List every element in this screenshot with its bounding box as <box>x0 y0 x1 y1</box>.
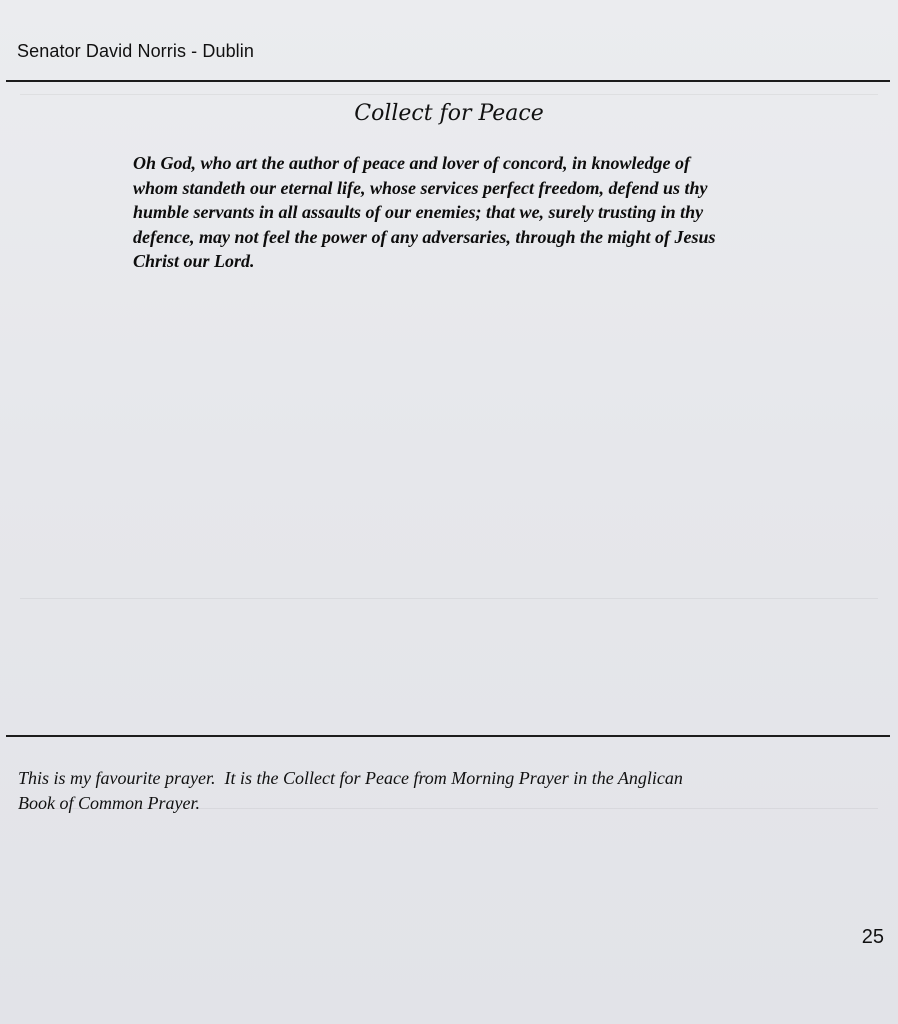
section-divider <box>6 735 890 737</box>
commentary-line: Book of Common Prayer. <box>18 793 200 813</box>
prayer-text <box>133 151 873 274</box>
show-through-line <box>20 598 878 599</box>
show-through-line <box>20 94 878 95</box>
prayer-line: whom standeth our eternal life, whose services perfect freedom, defend us thy <box>133 177 708 198</box>
prayer-line: defence, may not feel the power of any adversaries, through the might of Jesus <box>133 226 716 247</box>
page-number: 25 <box>861 926 884 948</box>
commentary-line: This is my favourite prayer. It is the Collect for Peace from Morning Prayer in the Anglican <box>18 768 683 788</box>
prayer-line: humble servants in all assaults of our enemies; that we, surely trusting in thy <box>133 202 704 222</box>
commentary-text <box>18 766 868 816</box>
page-header: Senator David Norris - Dublin <box>17 41 254 61</box>
prayer-title: Collect for Peace <box>354 101 544 126</box>
prayer-line: Oh God, who art the author of peace and lover of concord, in knowledge of <box>133 153 691 173</box>
prayer-line: Christ our Lord. <box>133 251 255 271</box>
header-divider <box>6 80 890 82</box>
